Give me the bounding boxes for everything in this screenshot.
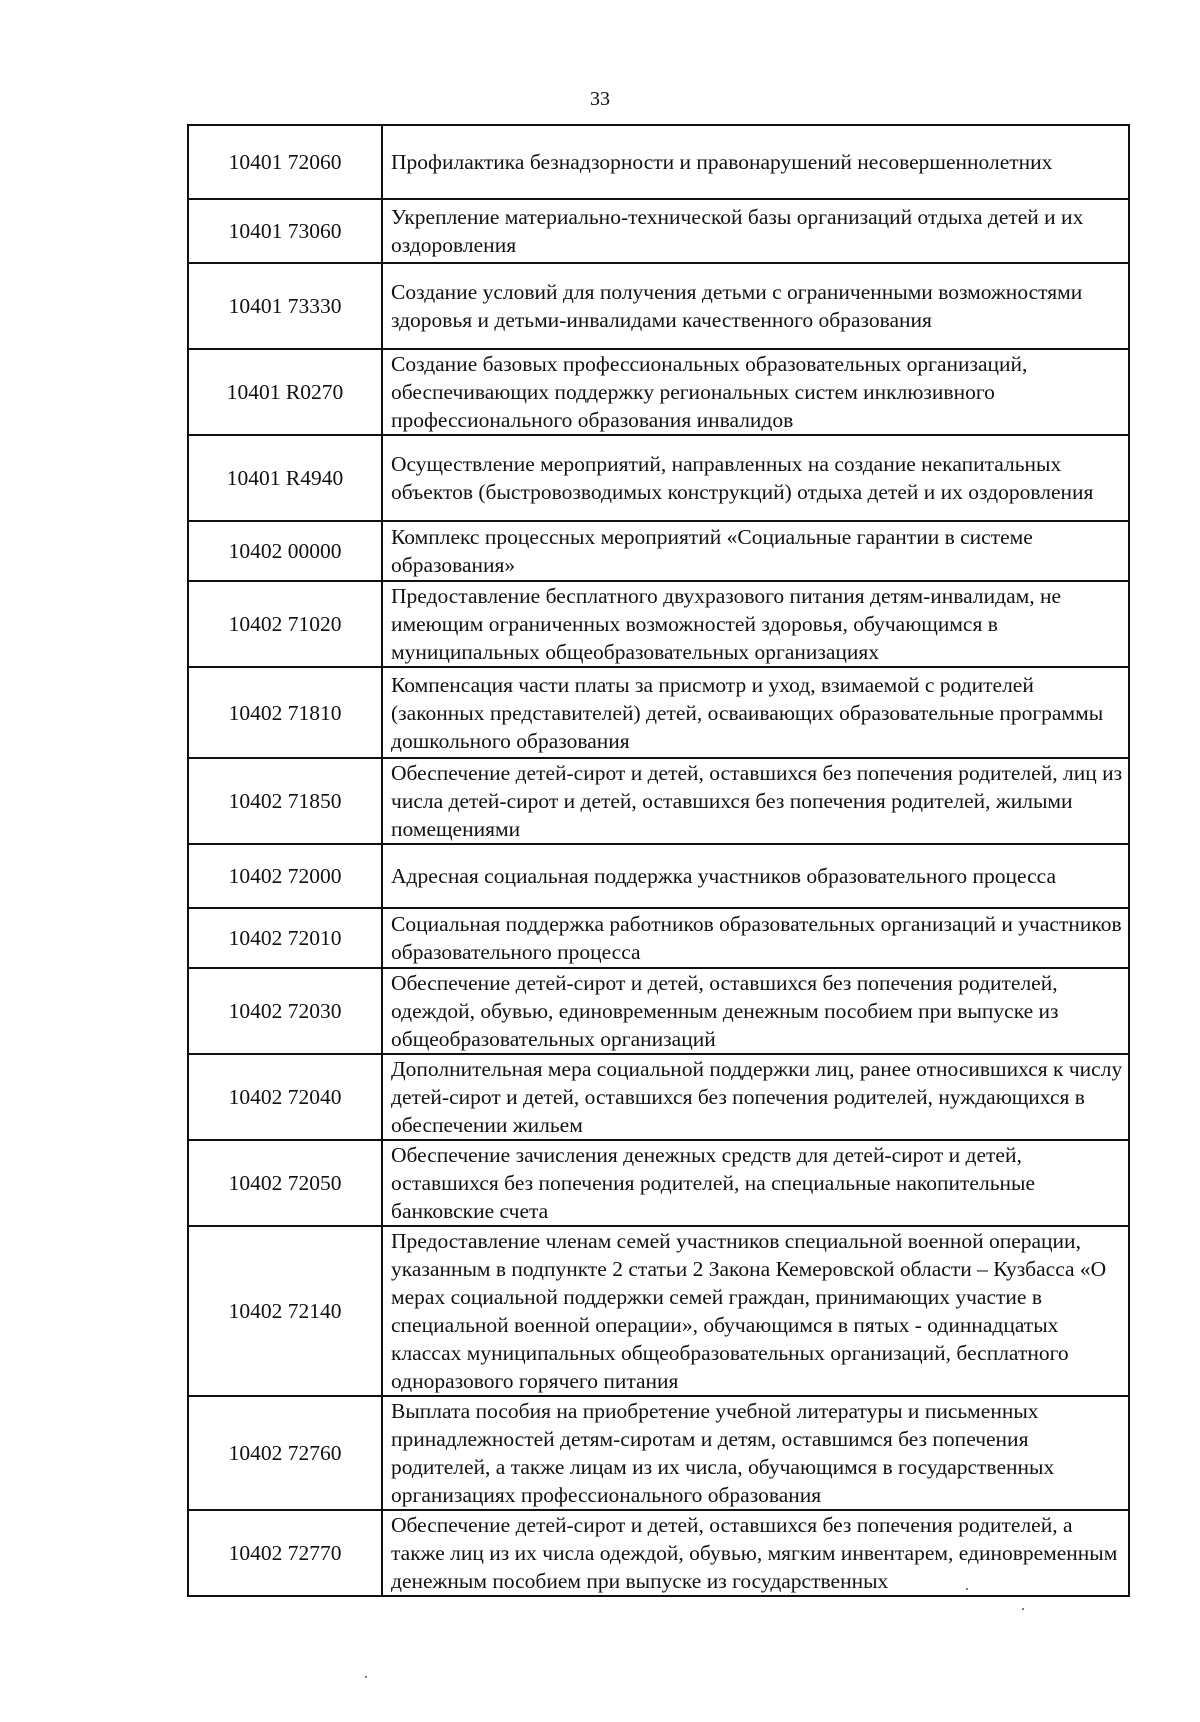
table-row [188, 125, 1129, 199]
row-description: Выплата пособия на приобретение учебной литературы и письменных принадлежностей детям-сиротам и детям, оставшимся без попечения родителей, а также лицам из их числа, обучающимся в государственных организациях профессионального образования [382, 1396, 1129, 1510]
row-description: Предоставление бесплатного двухразового питания детям-инвалидам, не имеющим ограниченных возможностей здоровья, обучающимся в муниципальных общеобразовательных организациях [382, 581, 1129, 667]
table-row [188, 521, 1129, 581]
row-code: 10401 R0270 [188, 349, 382, 435]
row-description: Создание условий для получения детьми с ограниченными возможностями здоровья и детьми-инвалидами качественного образования [382, 263, 1129, 349]
row-code: 10402 71850 [188, 758, 382, 844]
row-code: 10401 R4940 [188, 435, 382, 521]
row-description: Компенсация части платы за присмотр и уход, взимаемой с родителей (законных представителей) детей, осваивающих образовательные программы дошкольного образования [382, 667, 1129, 758]
table-row [188, 581, 1129, 667]
row-code: 10401 73060 [188, 199, 382, 263]
row-description: Обеспечение детей-сирот и детей, оставшихся без попечения родителей, одеждой, обувью, единовременным денежным пособием при выпуске из общеобразовательных организаций [382, 968, 1129, 1054]
table-row [188, 968, 1129, 1054]
scan-speck [966, 1588, 968, 1590]
row-description: Создание базовых профессиональных образовательных организаций, обеспечивающих поддержку региональных систем инклюзивного профессионального образования инвалидов [382, 349, 1129, 435]
table-row [188, 263, 1129, 349]
row-code: 10401 73330 [188, 263, 382, 349]
row-description: Обеспечение детей-сирот и детей, оставшихся без попечения родителей, а также лиц из их числа одеждой, обувью, мягким инвентарем, единовременным денежным пособием при выпуске из государственных [382, 1510, 1129, 1596]
row-description: Осуществление мероприятий, направленных на создание некапитальных объектов (быстровозводимых конструкций) отдыха детей и их оздоровления [382, 435, 1129, 521]
row-code: 10402 72000 [188, 844, 382, 908]
row-description: Укрепление материально-технической базы организаций отдыха детей и их оздоровления [382, 199, 1129, 263]
row-code: 10402 71020 [188, 581, 382, 667]
table-row [188, 435, 1129, 521]
scan-speck [1022, 1608, 1024, 1610]
table-row [188, 1226, 1129, 1396]
row-code: 10401 72060 [188, 125, 382, 199]
row-description: Обеспечение зачисления денежных средств для детей-сирот и детей, оставшихся без попечения родителей, на специальные накопительные банковские счета [382, 1140, 1129, 1226]
row-description: Профилактика безнадзорности и правонарушений несовершеннолетних [382, 125, 1129, 199]
table-row [188, 667, 1129, 758]
row-description: Социальная поддержка работников образовательных организаций и участников образовательного процесса [382, 908, 1129, 968]
row-code: 10402 72760 [188, 1396, 382, 1510]
row-code: 10402 72050 [188, 1140, 382, 1226]
row-code: 10402 72030 [188, 968, 382, 1054]
table-row [188, 844, 1129, 908]
table-row [188, 908, 1129, 968]
row-description: Обеспечение детей-сирот и детей, оставшихся без попечения родителей, лиц из числа детей-сирот и детей, оставшихся без попечения родителей, жилыми помещениями [382, 758, 1129, 844]
row-code: 10402 72010 [188, 908, 382, 968]
table-row [188, 199, 1129, 263]
table-row [188, 1140, 1129, 1226]
row-description: Адресная социальная поддержка участников образовательного процесса [382, 844, 1129, 908]
table-row [188, 758, 1129, 844]
row-code: 10402 00000 [188, 521, 382, 581]
row-code: 10402 72040 [188, 1054, 382, 1140]
table-row [188, 349, 1129, 435]
row-code: 10402 71810 [188, 667, 382, 758]
row-description: Комплекс процессных мероприятий «Социальные гарантии в системе образования» [382, 521, 1129, 581]
table-row [188, 1054, 1129, 1140]
row-description: Дополнительная мера социальной поддержки лиц, ранее относившихся к числу детей-сирот и детей, оставшихся без попечения родителей, нуждающихся в обеспечении жильем [382, 1054, 1129, 1140]
table-row [188, 1396, 1129, 1510]
page-number: 33 [590, 88, 610, 110]
row-code: 10402 72140 [188, 1226, 382, 1396]
table-row [188, 1510, 1129, 1596]
scan-speck [365, 1676, 367, 1678]
budget-codes-table [187, 124, 1130, 1597]
row-code: 10402 72770 [188, 1510, 382, 1596]
row-description: Предоставление членам семей участников специальной военной операции, указанным в подпункте 2 статьи 2 Закона Кемеровской области – Кузбасса «О мерах социальной поддержки семей граждан, принимающих участие в специальной военной операции», обучающимся в пятых - одиннадцатых классах муниципальных общеобразовательных организаций, бесплатного одноразового горячего питания [382, 1226, 1129, 1396]
